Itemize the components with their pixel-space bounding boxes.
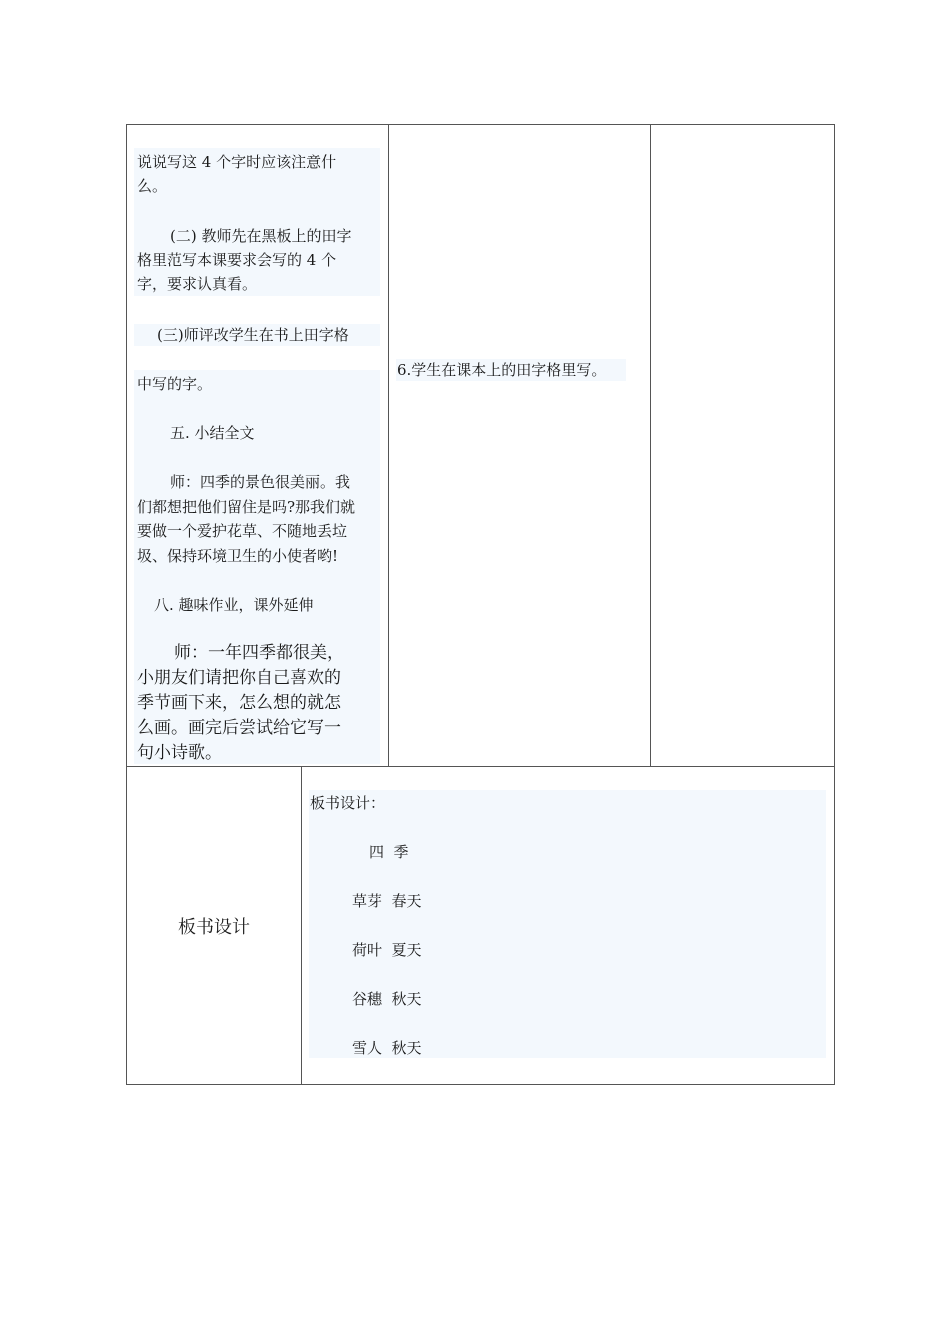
- board-row-1: 草芽 春天: [352, 892, 422, 910]
- col1-p2-line2: 格里范写本课要求会写的 4 个: [137, 251, 337, 269]
- board-label: 板书设计: [178, 916, 250, 938]
- col1-p3-line1: (三)师评改学生在书上田字格: [157, 326, 349, 344]
- board-row-4: 雪人 秋天: [352, 1039, 422, 1057]
- col1-p2-line3: 字，要求认真看。: [137, 275, 258, 293]
- col1-p2-line1: (二) 教师先在黑板上的田字: [170, 227, 352, 245]
- col1-p7-line1: 师：一年四季都很美，: [174, 643, 344, 663]
- board-row-3: 谷穗 秋天: [352, 990, 422, 1008]
- col1-p7-line5: 句小诗歌。: [137, 743, 222, 763]
- col1-p7-line2: 小朋友们请把你自己喜欢的: [137, 668, 341, 688]
- cell-notes: [650, 124, 835, 767]
- col1-p6: 八. 趣味作业，课外延伸: [154, 596, 314, 614]
- board-title: 四 季: [369, 843, 409, 861]
- col1-p7-line3: 季节画下来，怎么想的就怎: [137, 693, 341, 713]
- col2-p1: 6.学生在课本上的田字格里写。: [397, 361, 607, 379]
- col1-p1-line1: 说说写这 4 个字时应该注意什: [137, 153, 337, 171]
- col1-p3-line2: 中写的字。: [137, 375, 213, 393]
- col1-p5-line4: 圾、保持环境卫生的小使者哟!: [137, 547, 339, 565]
- col1-p1-line2: 么。: [137, 177, 168, 195]
- col1-p4: 五. 小结全文: [170, 424, 255, 442]
- board-row-2: 荷叶 夏天: [352, 941, 422, 959]
- col1-p7-line4: 么画。画完后尝试给它写一: [137, 718, 341, 738]
- col1-p5-line3: 要做一个爱护花草、不随地丢垃: [137, 522, 348, 540]
- cell-student-activity: [388, 124, 651, 767]
- col1-p5-line2: 们都想把他们留住是吗?那我们就: [137, 498, 356, 516]
- board-heading: 板书设计：: [310, 794, 386, 812]
- col1-p5-line1: 师：四季的景色很美丽。我: [170, 473, 351, 491]
